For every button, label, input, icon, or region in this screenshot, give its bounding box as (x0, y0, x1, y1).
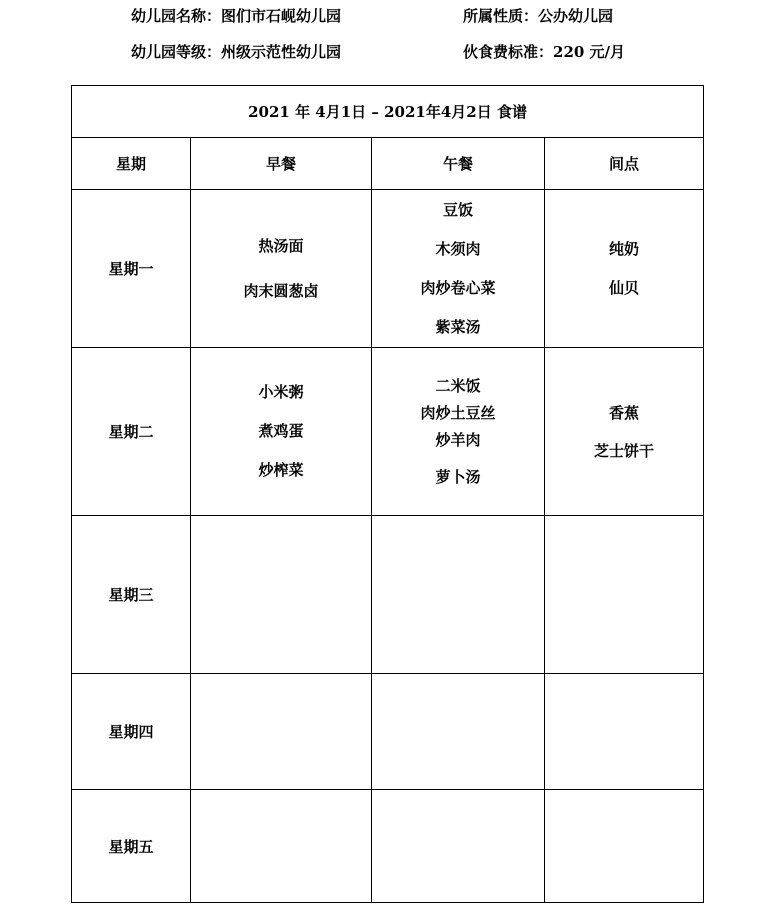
kindergarten-name: 幼儿园名称：图们市石岘幼儿园 (131, 7, 342, 25)
menu-item: 二米饭 (435, 376, 481, 395)
breakfast-cell (191, 348, 372, 516)
lunch-cell (372, 348, 545, 516)
table-row-monday (72, 190, 704, 348)
menu-item: 木须肉 (435, 239, 481, 258)
menu-item: 紫菜汤 (435, 317, 481, 336)
menu-item: 肉炒土豆丝 (420, 403, 496, 422)
menu-item: 热汤面 (258, 236, 304, 255)
menu-item: 肉炒卷心菜 (420, 278, 496, 297)
breakfast-cell (191, 516, 372, 674)
snack-cell (545, 790, 704, 903)
breakfast-cell (191, 190, 372, 348)
column-header-breakfast: 早餐 (191, 138, 372, 190)
menu-item: 炒榨菜 (258, 461, 304, 479)
menu-item: 香蕉 (609, 403, 640, 422)
lunch-cell (372, 790, 545, 903)
snack-cell (545, 674, 704, 790)
menu-item: 萝卜汤 (435, 467, 481, 486)
column-header-lunch: 午餐 (372, 138, 545, 190)
menu-item: 豆饭 (442, 200, 473, 219)
column-header-snack: 间点 (545, 138, 704, 190)
menu-item: 芝士饼干 (594, 441, 655, 460)
table-row-wednesday (72, 516, 704, 674)
column-header-row (72, 138, 704, 190)
menu-item: 纯奶 (609, 239, 640, 258)
meal-fee-standard: 伙食费标准：220 元/月 (463, 43, 626, 61)
snack-cell (545, 348, 704, 516)
lunch-cell (372, 190, 545, 348)
menu-table (71, 85, 704, 903)
table-row-friday (72, 790, 704, 903)
day-cell: 星期四 (72, 674, 191, 790)
column-header-day: 星期 (72, 138, 191, 190)
menu-item: 仙贝 (609, 278, 640, 297)
snack-cell (545, 516, 704, 674)
menu-item: 肉末圆葱卤 (243, 281, 319, 300)
kindergarten-level: 幼儿园等级：州级示范性幼儿园 (131, 43, 342, 61)
day-cell: 星期五 (72, 790, 191, 903)
menu-title-row (72, 86, 704, 138)
snack-cell (545, 190, 704, 348)
day-cell: 星期二 (72, 348, 191, 516)
breakfast-cell (191, 790, 372, 903)
lunch-cell (372, 516, 545, 674)
day-cell: 星期三 (72, 516, 191, 674)
menu-item: 炒羊肉 (435, 430, 481, 449)
lunch-cell (372, 674, 545, 790)
day-cell: 星期一 (72, 190, 191, 348)
kindergarten-property: 所属性质：公办幼儿园 (463, 7, 614, 25)
breakfast-cell (191, 674, 372, 790)
menu-title: 2021 年 4月1日 – 2021年4月2日 食谱 (72, 86, 704, 138)
menu-item: 小米粥 (258, 383, 304, 401)
table-row-tuesday (72, 348, 704, 516)
table-row-thursday (72, 674, 704, 790)
menu-item: 煮鸡蛋 (258, 422, 304, 440)
